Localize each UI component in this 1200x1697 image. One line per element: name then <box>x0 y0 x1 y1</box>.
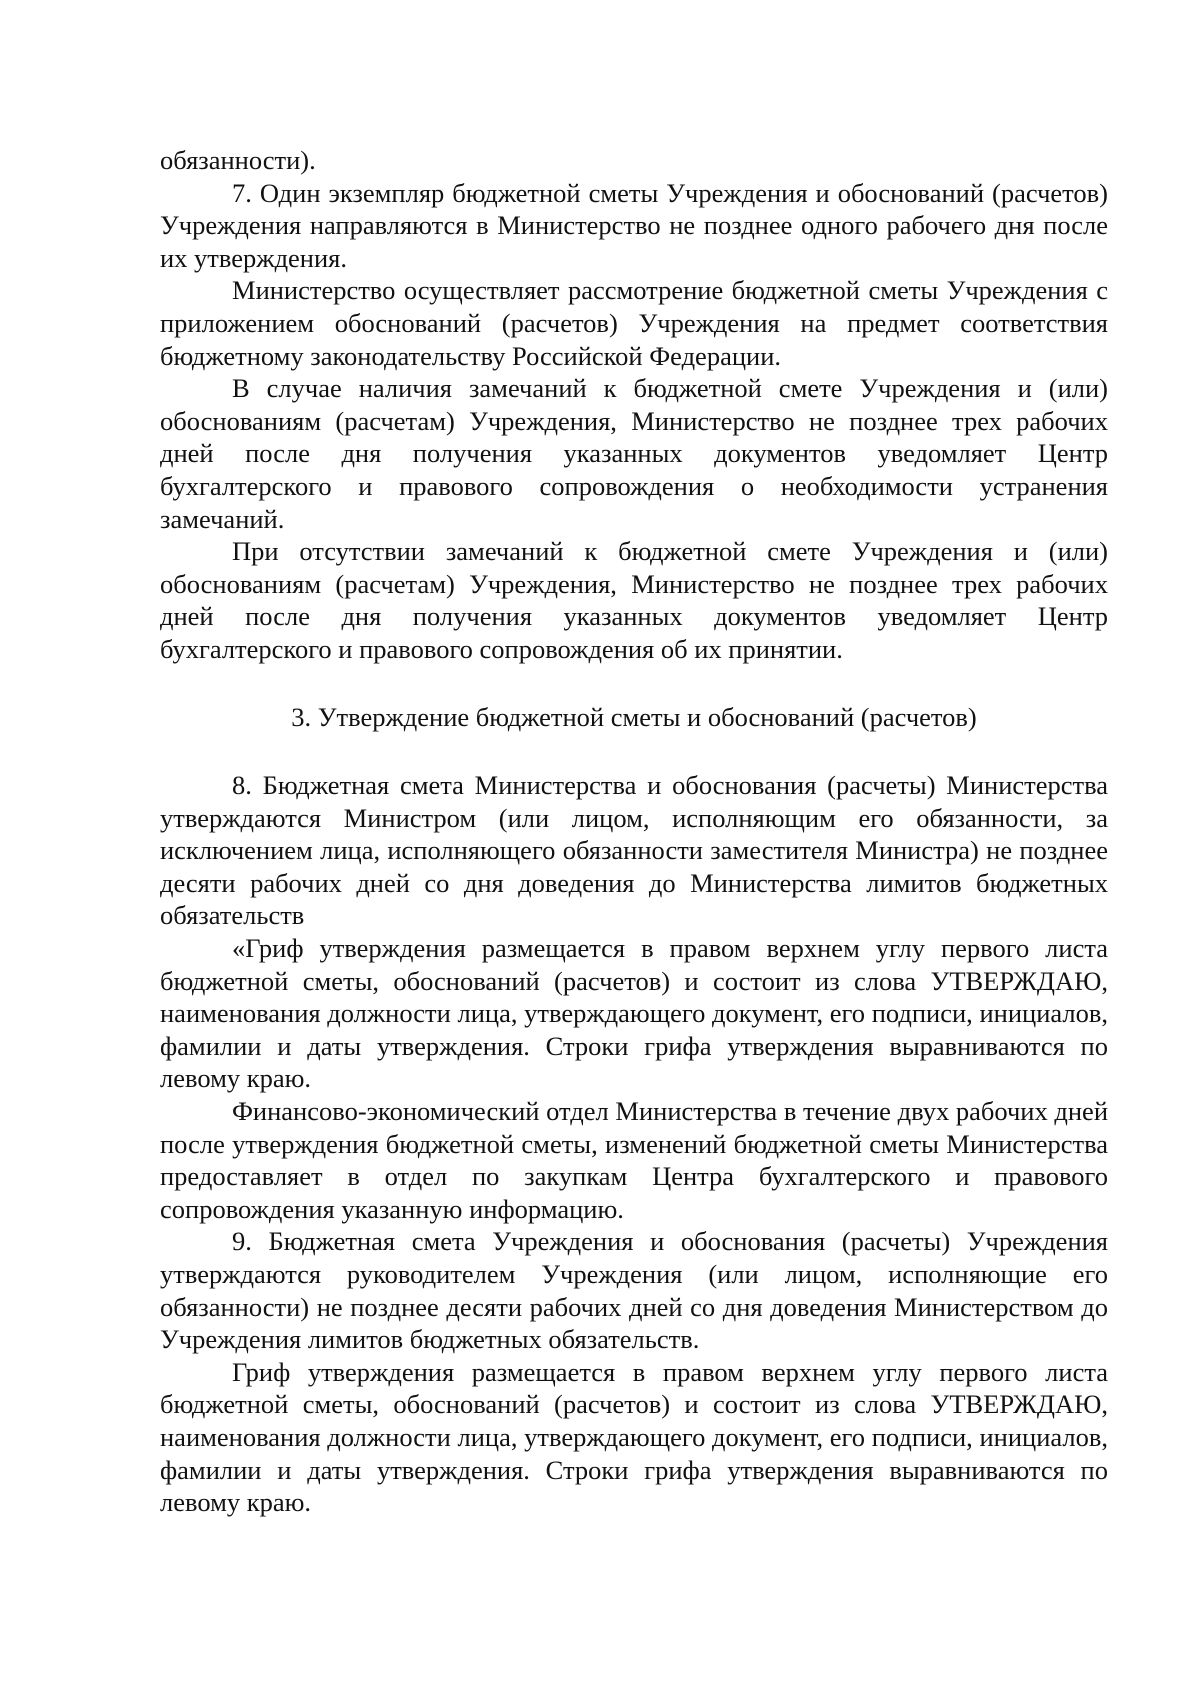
section-heading: 3. Утверждение бюджетной сметы и обоснований (расчетов) <box>291 701 977 732</box>
paragraph-continuation: обязанности). <box>160 145 316 175</box>
paragraph-item-9: 9. Бюджетная смета Учреждения и обоснования (расчеты) Учреждения утверждаются руководителем Учреждения (или лицом, исполняющие его обязанности) не позднее десяти рабочих дней со дня доведения Министерством до Учреждения лимитов бюджетных обязательств. <box>160 1226 1108 1355</box>
paragraph-remarks-absent: При отсутствии замечаний к бюджетной смете Учреждения и (или) обоснованиям (расчетам) Учреждения, Министерство не позднее трех рабочих дней после дня получения указанных документов уведомляет Центр бухгалтерского и правового сопровождения об их принятии. <box>160 536 1108 664</box>
paragraph-item-8: 8. Бюджетная смета Министерства и обоснования (расчеты) Министерства утверждаются Министром (или лицом, исполняющим его обязанности, за исключением лица, исполняющего обязанности заместителя Министра) не позднее десяти рабочих дней со дня доведения до Министерства лимитов бюджетных обязательств <box>160 770 1108 931</box>
paragraph-approval-stamp-ministry: «Гриф утверждения размещается в правом верхнем углу первого листа бюджетной сметы, обоснований (расчетов) и состоит из слова УТВЕРЖДАЮ, наименования должности лица, утверждающего документ, его подписи, инициалов, фамилии и даты утверждения. Строки грифа утверждения выравниваются по левому краю. <box>160 933 1108 1094</box>
paragraph-finance-department: Финансово-экономический отдел Министерства в течение двух рабочих дней после утверждения бюджетной сметы, изменений бюджетной сметы Министерства предоставляет в отдел по закупкам Центра бухгалтерского и правового сопровождения указанную информацию. <box>160 1096 1108 1224</box>
paragraph-approval-stamp-institution: Гриф утверждения размещается в правом верхнем углу первого листа бюджетной сметы, обоснований (расчетов) и состоит из слова УТВЕРЖДАЮ, наименования должности лица, утверждающего документ, его подписи, инициалов, фамилии и даты утверждения. Строки грифа утверждения выравниваются по левому краю. <box>160 1356 1108 1518</box>
paragraph-remarks-present: В случае наличия замечаний к бюджетной смете Учреждения и (или) обоснованиям (расчетам) Учреждения, Министерство не позднее трех рабочих дней после дня получения указанных документов уведомляет Центр бухгалтерского и правового сопровождения о необходимости устранения замечаний. <box>160 373 1108 534</box>
paragraph-item-7: 7. Один экземпляр бюджетной сметы Учреждения и обоснований (расчетов) Учреждения направляются в Министерство не позднее одного рабочего дня после их утверждения. <box>160 177 1108 273</box>
paragraph-ministry-review: Министерство осуществляет рассмотрение бюджетной сметы Учреждения с приложением обоснований (расчетов) Учреждения на предмет соответствия бюджетному законодательству Российской Федерации. <box>160 275 1108 371</box>
